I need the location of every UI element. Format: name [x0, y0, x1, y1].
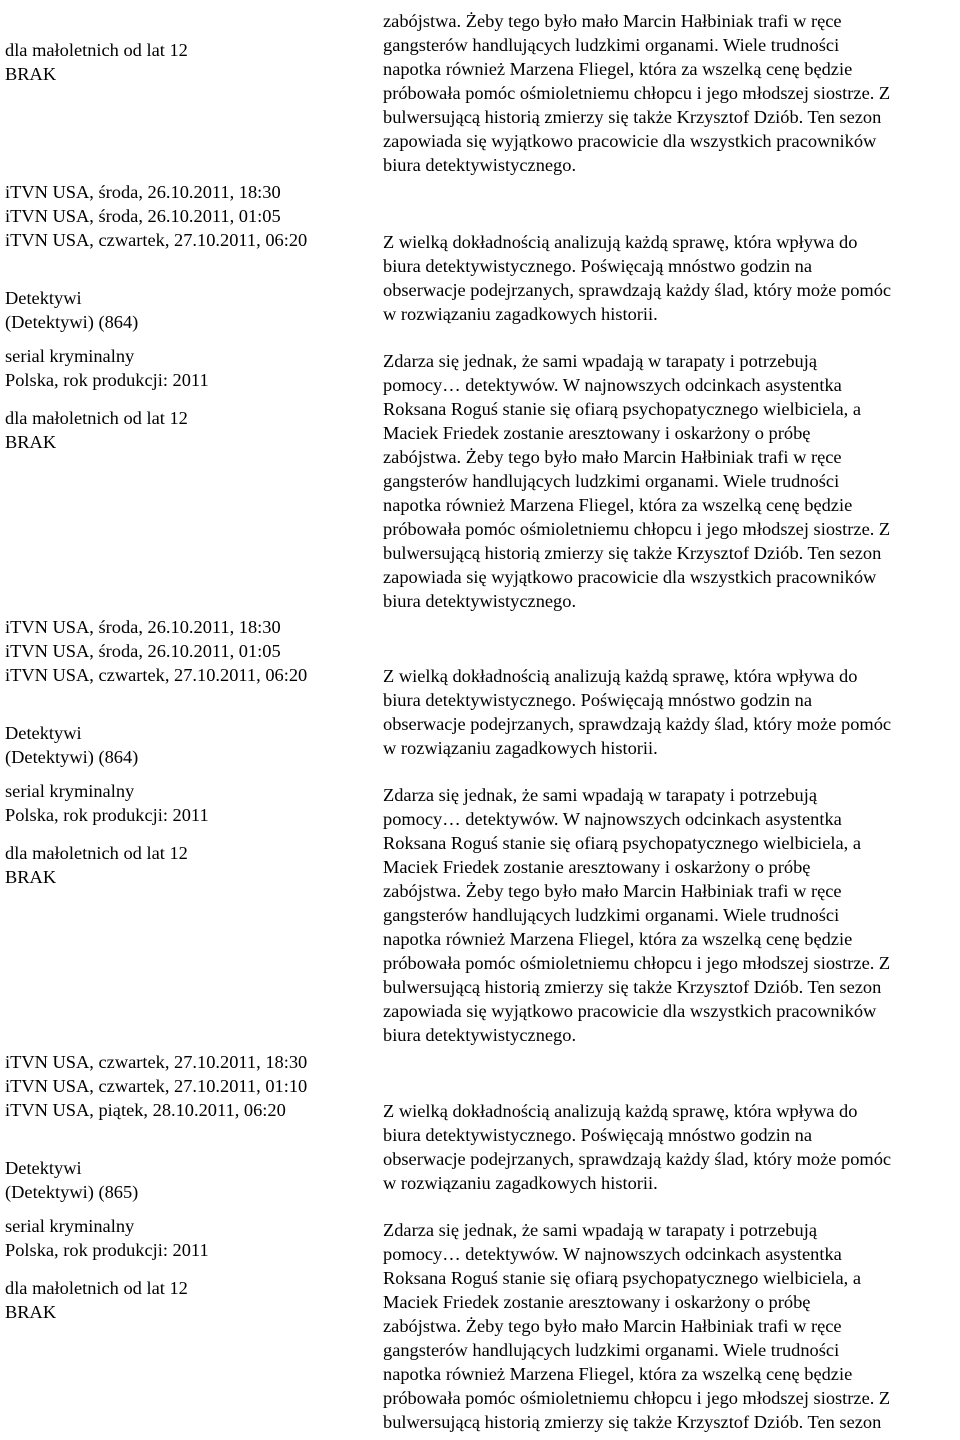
description-line: Zdarza się jednak, że sami wpadają w tarapaty i potrzebują — [383, 351, 818, 371]
listing-tail — [5, 38, 365, 86]
age-rating: dla małoletnich od lat 12 — [5, 1278, 188, 1298]
description-paragraph — [383, 664, 958, 760]
description-line: gangsterów handlujących ludzkimi organami. Wiele trudności — [383, 905, 840, 925]
description-line: zabójstwa. Żeby tego było mało Marcin Hałbiniak trafi w ręce — [383, 447, 842, 467]
description-line: napotka również Marzena Fliegel, która za wszelką cenę będzie — [383, 1364, 853, 1384]
description-paragraph — [383, 349, 958, 613]
description-line: zapowiada się wyjątkowo pracowicie dla wszystkich pracowników — [383, 1001, 877, 1021]
schedule-line: iTVN USA, czwartek, 27.10.2011, 01:10 — [5, 1076, 308, 1096]
description-paragraph — [383, 230, 958, 326]
description-line: napotka również Marzena Fliegel, która za wszelką cenę będzie — [383, 495, 853, 515]
schedule-line: iTVN USA, czwartek, 27.10.2011, 18:30 — [5, 1052, 308, 1072]
description-line: Zdarza się jednak, że sami wpadają w tarapaty i potrzebują — [383, 785, 818, 805]
description-paragraph — [383, 783, 958, 1047]
description-line: pomocy… detektywów. W najnowszych odcinkach asystentka — [383, 1244, 842, 1264]
description-line: biura detektywistycznego. Poświęcają mnóstwo godzin na — [383, 256, 813, 276]
description-line: próbowała pomóc ośmioletniemu chłopcu i jego młodszej siostrze. Z — [383, 1388, 891, 1408]
description-line: zabójstwa. Żeby tego było mało Marcin Hałbiniak trafi w ręce — [383, 11, 842, 31]
description-line: Maciek Friedek zostanie aresztowany i oskarżony o próbę — [383, 423, 811, 443]
brak-label: BRAK — [5, 64, 57, 84]
description-line: próbowała pomóc ośmioletniemu chłopcu i jego młodszej siostrze. Z — [383, 519, 891, 539]
country-year: Polska, rok produkcji: 2011 — [5, 370, 209, 390]
original-title: (Detektywi) (865) — [5, 1182, 139, 1202]
original-title: (Detektywi) (864) — [5, 312, 139, 332]
schedule-line: iTVN USA, środa, 26.10.2011, 01:05 — [5, 206, 281, 226]
description-line: obserwacje podejrzanych, sprawdzają każdy ślad, który może pomóc — [383, 1149, 892, 1169]
age-rating: dla małoletnich od lat 12 — [5, 408, 188, 428]
schedule-line: iTVN USA, czwartek, 27.10.2011, 06:20 — [5, 665, 308, 685]
description-line: w rozwiązaniu zagadkowych historii. — [383, 304, 658, 324]
description-line: napotka również Marzena Fliegel, która za wszelką cenę będzie — [383, 59, 853, 79]
description-line: biura detektywistycznego. — [383, 591, 577, 611]
schedule-line: iTVN USA, środa, 26.10.2011, 18:30 — [5, 617, 281, 637]
description-line: zabójstwa. Żeby tego było mało Marcin Hałbiniak trafi w ręce — [383, 1316, 842, 1336]
show-title: Detektywi — [5, 723, 82, 743]
brak-label: BRAK — [5, 867, 57, 887]
schedule-line: iTVN USA, piątek, 28.10.2011, 06:20 — [5, 1100, 286, 1120]
brak-label: BRAK — [5, 432, 57, 452]
description-line: próbowała pomóc ośmioletniemu chłopcu i jego młodszej siostrze. Z — [383, 953, 891, 973]
description-line: zapowiada się wyjątkowo pracowicie dla wszystkich pracowników — [383, 567, 877, 587]
description-line: Z wielką dokładnością analizują każdą sprawę, która wpływa do — [383, 232, 858, 252]
description-line: biura detektywistycznego. Poświęcają mnóstwo godzin na — [383, 1125, 813, 1145]
show-title: Detektywi — [5, 1158, 82, 1178]
original-title: (Detektywi) (864) — [5, 747, 139, 767]
age-rating: dla małoletnich od lat 12 — [5, 40, 188, 60]
listing-block — [5, 615, 365, 889]
description-paragraph — [383, 1218, 958, 1434]
description-paragraph — [383, 1099, 958, 1195]
description-line: gangsterów handlujących ludzkimi organami. Wiele trudności — [383, 35, 840, 55]
description-line: bulwersującą historią zmierzy się także Krzysztof Dziób. Ten sezon — [383, 1412, 882, 1432]
description-line: pomocy… detektywów. W najnowszych odcinkach asystentka — [383, 375, 842, 395]
description-line: obserwacje podejrzanych, sprawdzają każdy ślad, który może pomóc — [383, 714, 892, 734]
listing-block — [5, 1050, 365, 1324]
description-line: bulwersującą historią zmierzy się także Krzysztof Dziób. Ten sezon — [383, 977, 882, 997]
description-line: bulwersującą historią zmierzy się także Krzysztof Dziób. Ten sezon — [383, 543, 882, 563]
age-rating: dla małoletnich od lat 12 — [5, 843, 188, 863]
schedule-line: iTVN USA, środa, 26.10.2011, 18:30 — [5, 182, 281, 202]
description-line: biura detektywistycznego. — [383, 1025, 577, 1045]
description-line: gangsterów handlujących ludzkimi organami. Wiele trudności — [383, 1340, 840, 1360]
description-line: gangsterów handlujących ludzkimi organami. Wiele trudności — [383, 471, 840, 491]
description-line: Roksana Roguś stanie się ofiarą psychopatycznego wielbiciela, a — [383, 399, 862, 419]
description-line: obserwacje podejrzanych, sprawdzają każdy ślad, który może pomóc — [383, 280, 892, 300]
description-line: zabójstwa. Żeby tego było mało Marcin Hałbiniak trafi w ręce — [383, 881, 842, 901]
description-line: Maciek Friedek zostanie aresztowany i oskarżony o próbę — [383, 857, 811, 877]
country-year: Polska, rok produkcji: 2011 — [5, 805, 209, 825]
description-line: napotka również Marzena Fliegel, która za wszelką cenę będzie — [383, 929, 853, 949]
description-line: Roksana Roguś stanie się ofiarą psychopatycznego wielbiciela, a — [383, 833, 862, 853]
description-line: pomocy… detektywów. W najnowszych odcinkach asystentka — [383, 809, 842, 829]
schedule-line: iTVN USA, czwartek, 27.10.2011, 06:20 — [5, 230, 308, 250]
description-line: próbowała pomóc ośmioletniemu chłopcu i jego młodszej siostrze. Z — [383, 83, 891, 103]
description-line: Roksana Roguś stanie się ofiarą psychopatycznego wielbiciela, a — [383, 1268, 862, 1288]
schedule-line: iTVN USA, środa, 26.10.2011, 01:05 — [5, 641, 281, 661]
description-line: Z wielką dokładnością analizują każdą sprawę, która wpływa do — [383, 1101, 858, 1121]
description-line: Z wielką dokładnością analizują każdą sprawę, która wpływa do — [383, 666, 858, 686]
description-paragraph — [383, 9, 958, 177]
brak-label: BRAK — [5, 1302, 57, 1322]
description-line: Zdarza się jednak, że sami wpadają w tarapaty i potrzebują — [383, 1220, 818, 1240]
description-line: Maciek Friedek zostanie aresztowany i oskarżony o próbę — [383, 1292, 811, 1312]
listing-block — [5, 180, 365, 454]
country-year: Polska, rok produkcji: 2011 — [5, 1240, 209, 1260]
description-line: bulwersującą historią zmierzy się także Krzysztof Dziób. Ten sezon — [383, 107, 882, 127]
description-line: zapowiada się wyjątkowo pracowicie dla wszystkich pracowników — [383, 131, 877, 151]
genre: serial kryminalny — [5, 1216, 135, 1236]
description-line: biura detektywistycznego. Poświęcają mnóstwo godzin na — [383, 690, 813, 710]
description-line: w rozwiązaniu zagadkowych historii. — [383, 738, 658, 758]
genre: serial kryminalny — [5, 346, 135, 366]
genre: serial kryminalny — [5, 781, 135, 801]
description-line: w rozwiązaniu zagadkowych historii. — [383, 1173, 658, 1193]
description-line: biura detektywistycznego. — [383, 155, 577, 175]
show-title: Detektywi — [5, 288, 82, 308]
